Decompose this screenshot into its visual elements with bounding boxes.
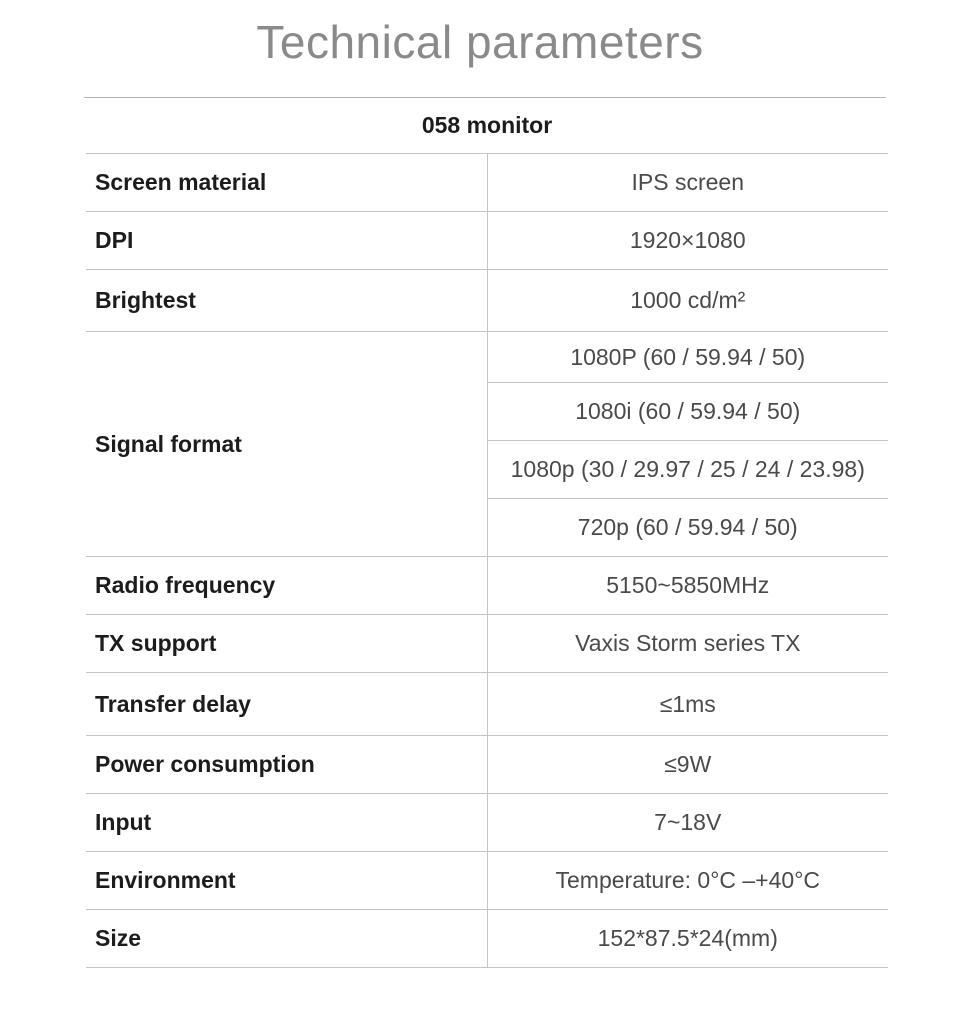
table-row bbox=[86, 557, 888, 615]
spec-table bbox=[86, 98, 888, 968]
table-row bbox=[86, 736, 888, 794]
spec-value: 1080i (60 / 59.94 / 50) bbox=[487, 383, 888, 441]
table-row bbox=[86, 673, 888, 736]
spec-label: Power consumption bbox=[86, 736, 487, 794]
spec-label: DPI bbox=[86, 212, 487, 270]
table-header: 058 monitor bbox=[86, 98, 888, 154]
spec-label: Transfer delay bbox=[86, 673, 487, 736]
spec-label: TX support bbox=[86, 615, 487, 673]
spec-value: ≤1ms bbox=[487, 673, 888, 736]
table-row bbox=[86, 154, 888, 212]
spec-value: 7~18V bbox=[487, 794, 888, 852]
spec-value: Temperature: 0°C –+40°C bbox=[487, 852, 888, 910]
spec-value: ≤9W bbox=[487, 736, 888, 794]
table-row bbox=[86, 794, 888, 852]
spec-label: Signal format bbox=[86, 332, 487, 557]
spec-value: IPS screen bbox=[487, 154, 888, 212]
spec-label: Brightest bbox=[86, 270, 487, 332]
spec-value: 720p (60 / 59.94 / 50) bbox=[487, 499, 888, 557]
table-row bbox=[86, 910, 888, 968]
spec-value: 1000 cd/m² bbox=[487, 270, 888, 332]
page-title: Technical parameters bbox=[256, 16, 704, 68]
spec-value: 1080P (60 / 59.94 / 50) bbox=[487, 332, 888, 383]
table-row bbox=[86, 270, 888, 332]
table-row bbox=[86, 615, 888, 673]
spec-value: 152*87.5*24(mm) bbox=[487, 910, 888, 968]
spec-label: Size bbox=[86, 910, 487, 968]
table-row bbox=[86, 852, 888, 910]
spec-value: 1080p (30 / 29.97 / 25 / 24 / 23.98) bbox=[487, 441, 888, 499]
spec-value: 1920×1080 bbox=[487, 212, 888, 270]
spec-label: Radio frequency bbox=[86, 557, 487, 615]
spec-label: Environment bbox=[86, 852, 487, 910]
table-row bbox=[86, 332, 888, 383]
spec-label: Screen material bbox=[86, 154, 487, 212]
table-row bbox=[86, 212, 888, 270]
spec-value: 5150~5850MHz bbox=[487, 557, 888, 615]
spec-value: Vaxis Storm series TX bbox=[487, 615, 888, 673]
table-header-row bbox=[86, 98, 888, 154]
spec-label: Input bbox=[86, 794, 487, 852]
